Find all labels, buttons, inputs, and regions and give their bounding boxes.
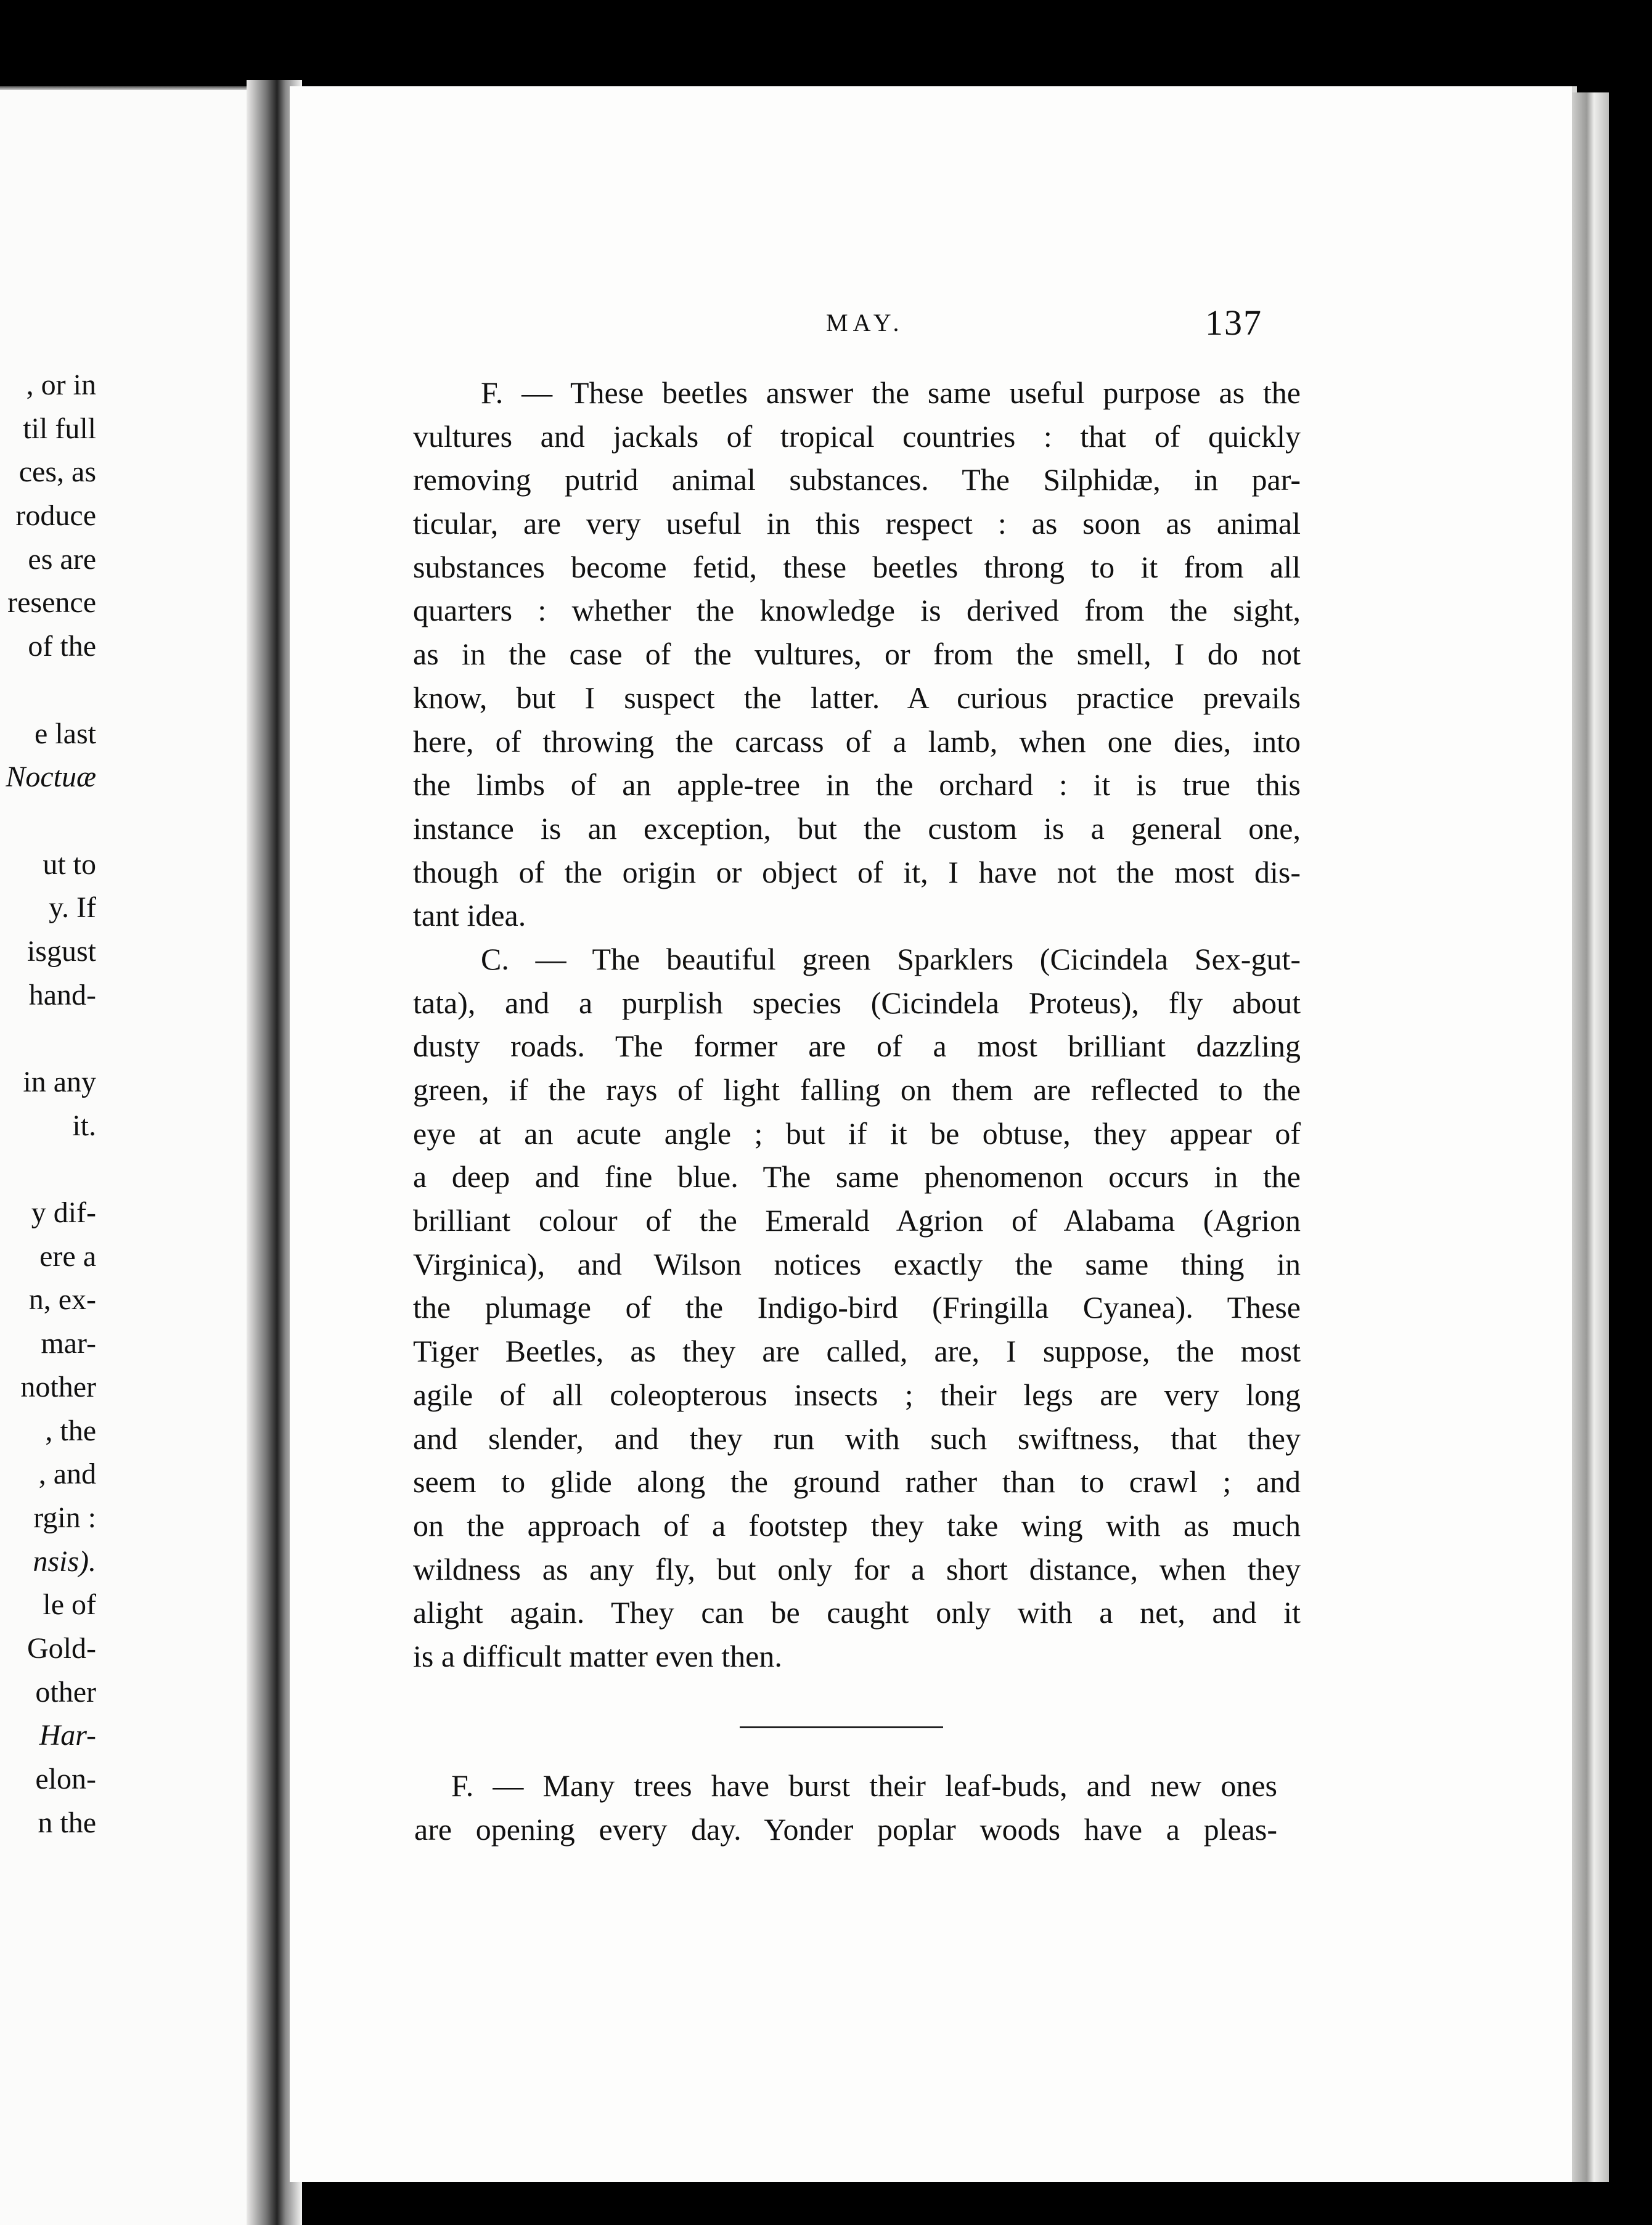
running-title: MAY. [826, 309, 904, 337]
paragraph-line: F. — Many trees have burst their leaf-buds, and new ones [451, 1768, 1277, 1803]
left-line: e last [35, 717, 96, 750]
paragraph-line: are opening every day. Yonder poplar woods have a pleas- [414, 1811, 1277, 1847]
left-line: ces, as [18, 455, 96, 489]
paragraph-line: dusty roads. The former are of a most brilliant dazzling [413, 1029, 1301, 1064]
left-line [0, 756, 96, 799]
left-line: it. [72, 1109, 96, 1142]
left-line: ere a [39, 1239, 96, 1273]
paragraph-line: F. — These beetles answer the same useful purpose as the [481, 375, 1301, 410]
paragraph-line: tata), and a purplish species (Cicindela Proteus), fly about [413, 985, 1301, 1020]
page-top-edge [0, 86, 271, 90]
paragraph-line: the limbs of an apple-tree in the orchard : it is true this [413, 767, 1301, 802]
paragraph-line: wildness as any fly, but only for a short distance, when they [413, 1551, 1301, 1586]
left-line: , and [38, 1458, 96, 1491]
left-line: isgust [27, 934, 96, 968]
left-line: , or in [26, 369, 96, 401]
paragraph-line: ticular, are very useful in this respect : as soon as animal [413, 506, 1301, 541]
page-stack-edge [1572, 92, 1609, 2182]
paragraph-line: seem to glide along the ground rather than to crawl ; and [413, 1464, 1301, 1500]
page-number: 137 [1205, 303, 1262, 343]
body-text [413, 371, 1301, 1678]
left-line: Gold- [27, 1631, 96, 1665]
left-line: elon- [35, 1763, 96, 1795]
paragraph-line: the plumage of the Indigo-bird (Fringilla Cyanea). These [413, 1290, 1301, 1325]
paragraph-line: green, if the rays of light falling on them are reflected to the [413, 1072, 1301, 1107]
left-line: le of [43, 1588, 96, 1622]
paragraph-line: eye at an acute angle ; but if it be obtuse, they appear of [413, 1116, 1301, 1151]
paragraph-line: quarters : whether the knowledge is derived from the sight, [413, 593, 1301, 628]
left-line: other [35, 1675, 96, 1709]
left-line: hand- [28, 978, 96, 1011]
left-line: y dif- [31, 1196, 96, 1230]
paragraph-line: a deep and fine blue. The same phenomenon occurs in the [413, 1159, 1301, 1194]
left-line: mar- [41, 1327, 96, 1360]
left-line-italic: Har- [39, 1719, 96, 1752]
left-line-blank [0, 1017, 96, 1061]
left-line: , the [45, 1414, 96, 1447]
left-line: n the [38, 1806, 96, 1839]
left-line: es are [28, 542, 96, 576]
paragraph-line: substances become fetid, these beetles throng to it from all [413, 549, 1301, 584]
paragraph-line: as in the case of the vultures, or from the smell, I do not [413, 637, 1301, 672]
paragraph-line: Tiger Beetles, as they are called, are, I suppose, the most [413, 1334, 1301, 1369]
paragraph-line: removing putrid animal substances. The Silphidæ, in par- [413, 462, 1301, 497]
left-line: til full [23, 412, 96, 445]
left-facing-page [0, 86, 271, 2225]
left-line-italic: nsis). [33, 1545, 96, 1578]
left-line: y. If [49, 891, 96, 925]
section-divider [740, 1726, 943, 1728]
left-line [0, 1714, 96, 1758]
left-line [0, 1540, 96, 1584]
left-line: n, ex- [28, 1283, 96, 1317]
left-line: roduce [15, 499, 96, 533]
paragraph-line: tant idea. [413, 898, 526, 933]
left-line: rgin : [33, 1501, 96, 1534]
left-line-blank [0, 799, 96, 843]
paragraph-line: instance is an exception, but the custom is a general one, [413, 810, 1301, 846]
paragraph-line: though of the origin or object of it, I have not the most dis- [413, 854, 1301, 889]
left-line-blank [0, 669, 96, 712]
paragraph-line: brilliant colour of the Emerald Agrion of Alabama (Agrion [413, 1203, 1301, 1238]
paragraph-line: C. — The beautiful green Sparklers (Cicindela Sex-gut- [481, 941, 1301, 976]
left-line-italic: Noctuæ [6, 761, 96, 794]
left-line: of the [28, 630, 96, 663]
paragraph-line: agile of all coleopterous insects ; their legs are very long [413, 1377, 1301, 1412]
paragraph-line: on the approach of a footstep they take wing with as much [413, 1508, 1301, 1543]
paragraph-line: know, but I suspect the latter. A curious practice prevails [413, 680, 1301, 715]
scan-background [1609, 0, 1652, 2214]
body-text-continued [414, 1764, 1277, 1851]
paragraph-line: and slender, and they run with such swiftness, that they [413, 1421, 1301, 1456]
paragraph-line: Virginica), and Wilson notices exactly the same thing in [413, 1246, 1301, 1281]
paragraph-line: here, of throwing the carcass of a lamb, when one dies, into [413, 724, 1301, 759]
paragraph-line: alight again. They can be caught only with a net, and it [413, 1595, 1301, 1630]
left-line: resence [7, 586, 96, 619]
paragraph-line: vultures and jackals of tropical countries : that of quickly [413, 418, 1301, 454]
paragraph-line: is a difficult matter even then. [413, 1638, 782, 1673]
left-line: in any [23, 1066, 96, 1098]
left-page-text [0, 364, 96, 1845]
left-line: nother [20, 1370, 96, 1403]
left-line: ut to [43, 847, 96, 881]
left-line-blank [0, 1148, 96, 1191]
